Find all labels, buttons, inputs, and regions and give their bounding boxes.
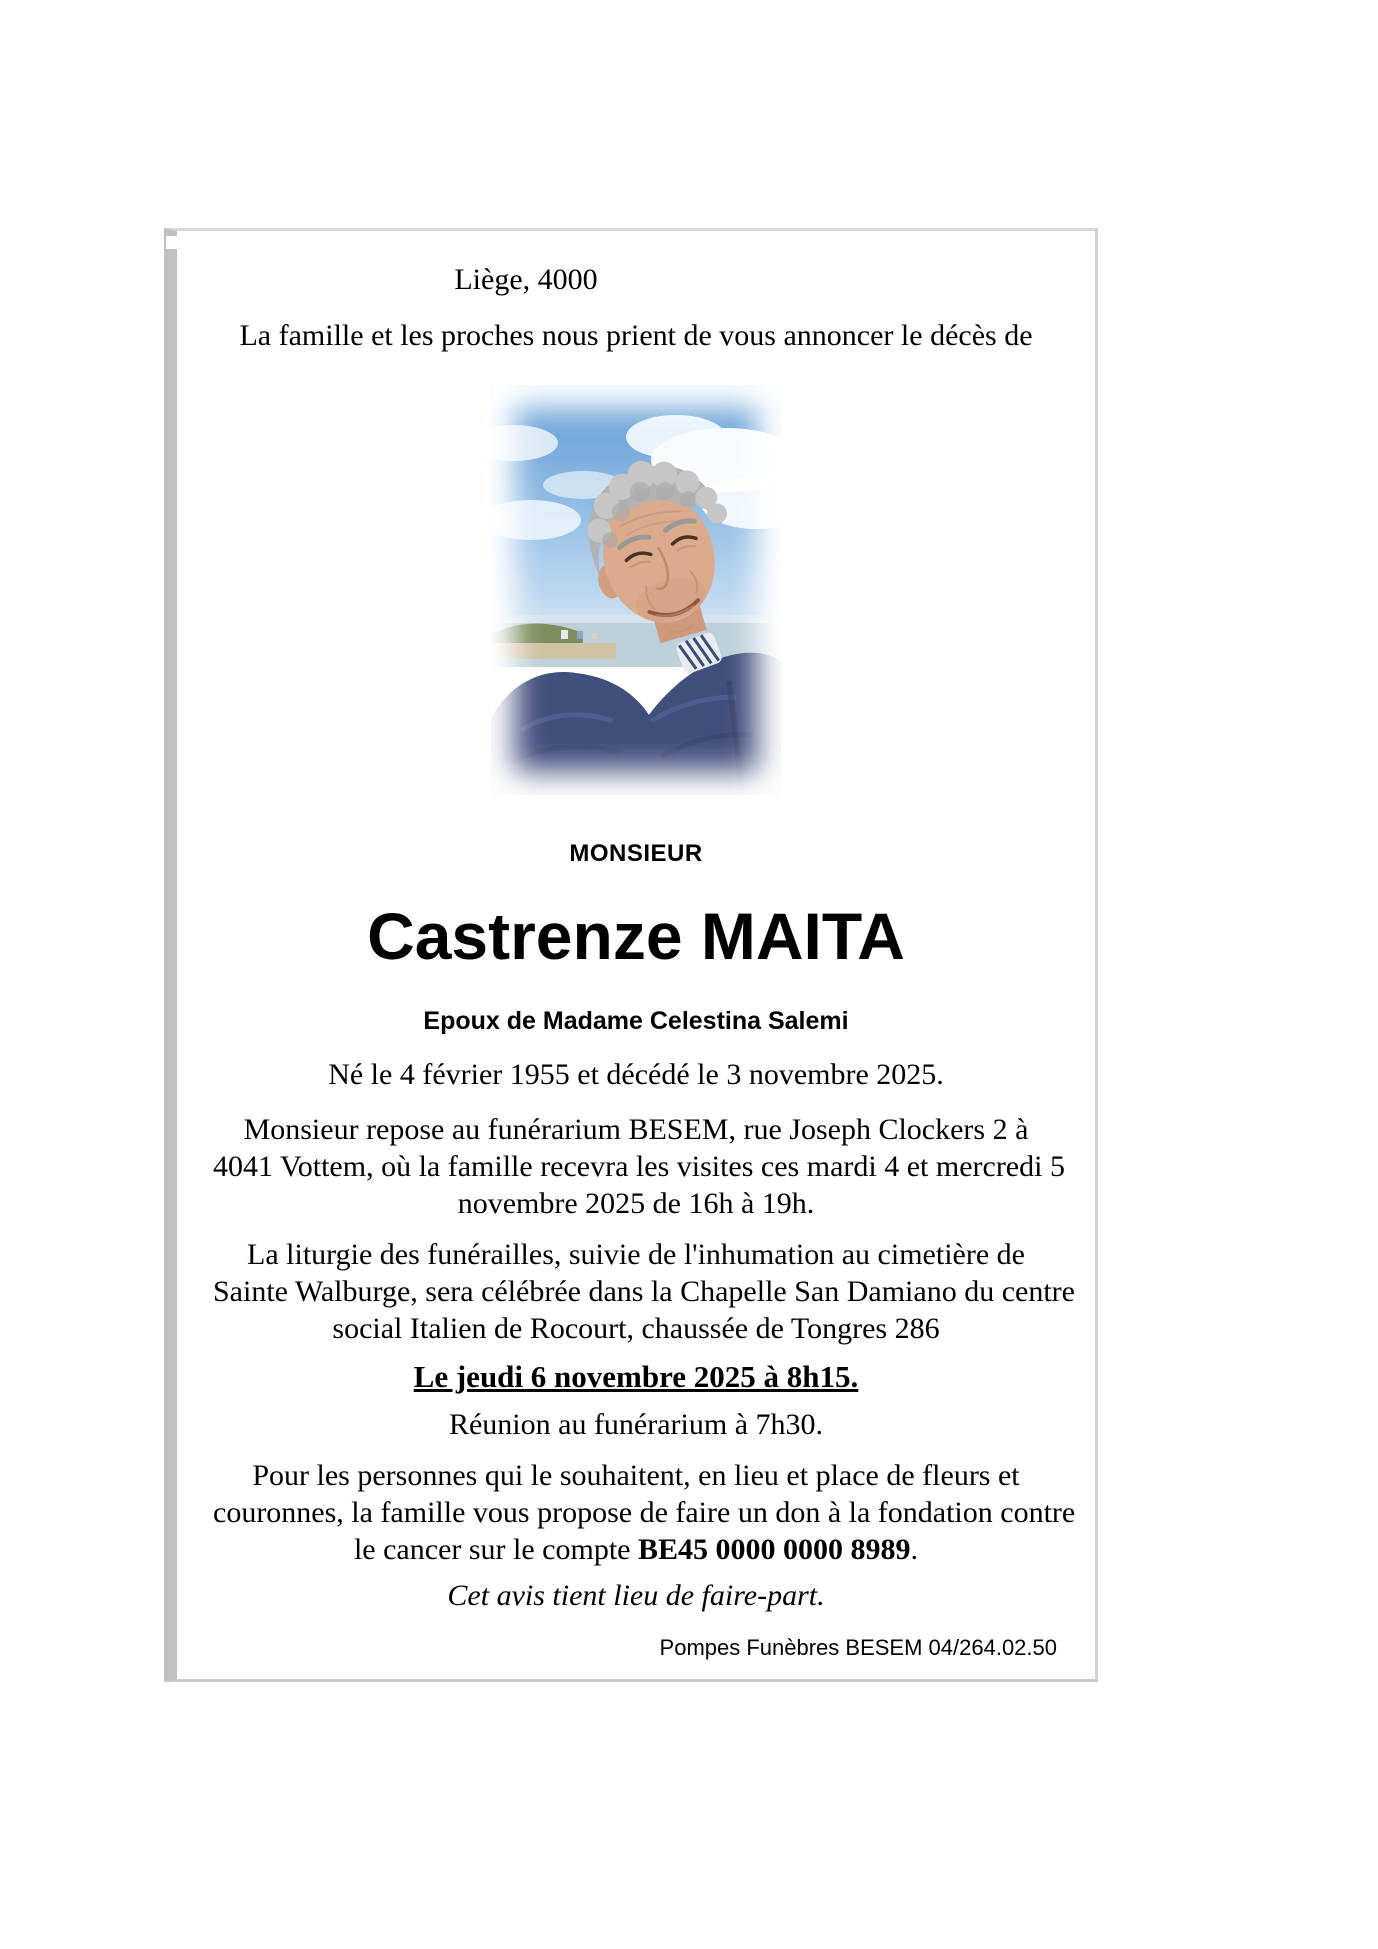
repose-line-3: novembre 2025 de 16h à 19h. bbox=[457, 1187, 815, 1220]
donation-account-number: BE45 0000 0000 8989 bbox=[638, 1533, 911, 1566]
liturgy-line-3: social Italien de Rocourt, chaussée de Tongres 286 bbox=[332, 1312, 940, 1345]
donation-line-3 bbox=[213, 1531, 1059, 1568]
liturgy-line-2: Sainte Walburge, sera célébrée dans la Chapelle San Damiano du centre bbox=[213, 1275, 1075, 1308]
meeting-line: Réunion au funérarium à 7h30. bbox=[448, 1408, 824, 1441]
sheet-content bbox=[177, 231, 1095, 1679]
notice-line: Cet avis tient lieu de faire-part. bbox=[447, 1579, 825, 1612]
donation-line-3-period: . bbox=[910, 1533, 919, 1566]
border-notch bbox=[166, 236, 177, 249]
announcement-line: La famille et les proches nous prient de vous annoncer le décès de bbox=[239, 319, 1033, 352]
donation-line-3-text: le cancer sur le compte bbox=[353, 1533, 638, 1566]
ceremony-date-line: Le jeudi 6 novembre 2025 à 8h15. bbox=[413, 1359, 859, 1394]
liturgy-paragraph bbox=[213, 1236, 1075, 1347]
dateline: Liège, 4000 bbox=[454, 263, 598, 296]
life-dates-line: Né le 4 février 1955 et décédé le 3 novembre 2025. bbox=[328, 1058, 944, 1091]
liturgy-line-1: La liturgie des funérailles, suivie de l'inhumation au cimetière de bbox=[247, 1238, 1025, 1271]
donation-paragraph bbox=[213, 1457, 1076, 1568]
announcement-sheet bbox=[164, 228, 1098, 1682]
portrait-photo bbox=[491, 385, 781, 795]
repose-paragraph bbox=[213, 1111, 1065, 1222]
donation-line-2: couronnes, la famille vous propose de faire un don à la fondation contre bbox=[213, 1496, 1076, 1529]
spouse-line: Epoux de Madame Celestina Salemi bbox=[423, 1007, 849, 1035]
repose-line-1: Monsieur repose au funérarium BESEM, rue Joseph Clockers 2 à bbox=[243, 1113, 1029, 1146]
funeral-home-footer: Pompes Funèbres BESEM 04/264.02.50 bbox=[659, 1635, 1057, 1660]
deceased-name: Castrenze MAITA bbox=[367, 899, 905, 973]
portrait-illustration bbox=[491, 385, 781, 795]
repose-line-2: 4041 Vottem, où la famille recevra les visites ces mardi 4 et mercredi 5 bbox=[213, 1150, 1065, 1183]
donation-line-1: Pour les personnes qui le souhaitent, en lieu et place de fleurs et bbox=[252, 1459, 1020, 1492]
civility-title: MONSIEUR bbox=[569, 840, 703, 867]
